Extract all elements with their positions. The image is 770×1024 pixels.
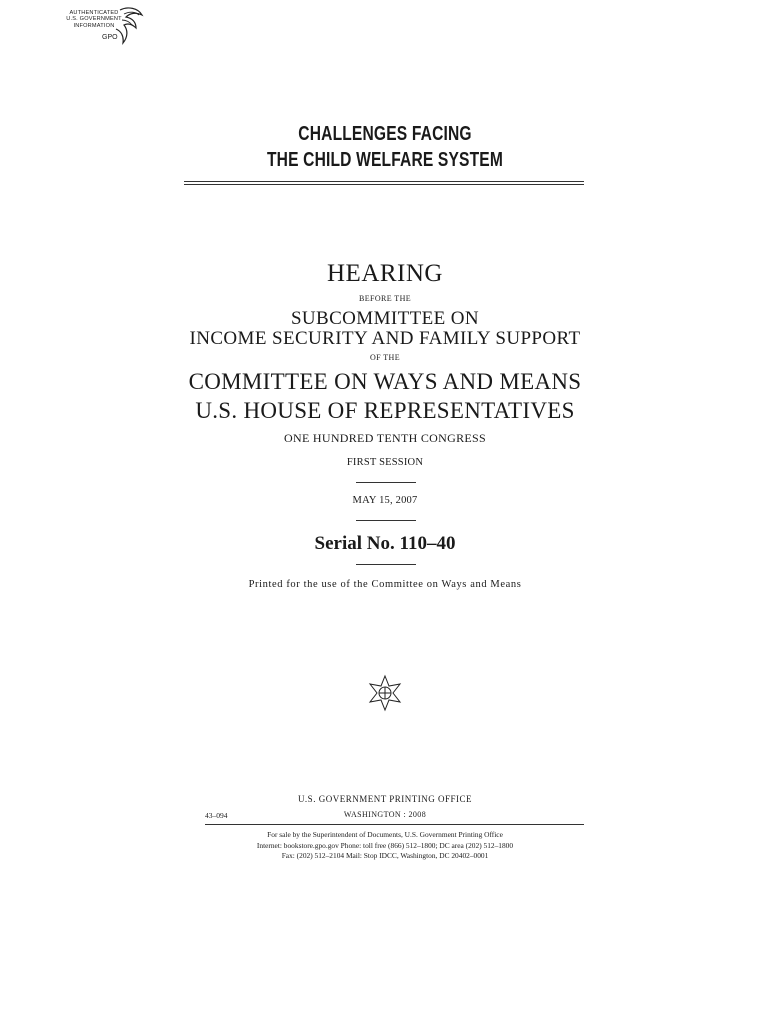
- title-line-2: THE CHILD WELFARE SYSTEM: [266, 149, 504, 171]
- session-label: FIRST SESSION: [346, 457, 424, 468]
- sale-line-2: Internet: bookstore.gpo.gov Phone: toll free (866) 512–1800; DC area (202) 512–1800: [256, 840, 514, 850]
- congress-label: ONE HUNDRED TENTH CONGRESS: [284, 431, 486, 445]
- eagle-icon: [62, 6, 146, 48]
- of-the-label: OF THE: [369, 353, 401, 362]
- authenticated-badge: [62, 6, 146, 48]
- badge-line-2: U.S. GOVERNMENT: [66, 16, 122, 23]
- hearing-date: MAY 15, 2007: [352, 495, 418, 506]
- serial-rule: [356, 564, 416, 565]
- badge-line-1: AUTHENTICATED: [69, 10, 119, 16]
- date-rule-bottom: [356, 520, 416, 521]
- committee-name: COMMITTEE ON WAYS AND MEANS: [188, 369, 582, 394]
- serial-number: Serial No. 110–40: [314, 533, 456, 554]
- city-year: WASHINGTON : 2008: [343, 810, 427, 819]
- document-title: [0, 123, 770, 172]
- jacket-number: 43–094: [205, 811, 228, 820]
- badge-gpo-mark: GPO: [102, 34, 118, 41]
- before-the-label: BEFORE THE: [358, 294, 412, 303]
- title-rule-top: [184, 181, 584, 182]
- badge-line-3: INFORMATION: [73, 22, 115, 29]
- subcommittee-name: INCOME SECURITY AND FAMILY SUPPORT: [189, 328, 581, 349]
- printed-for-line: Printed for the use of the Committee on Ways and Means: [248, 579, 522, 590]
- hearing-heading: HEARING: [327, 260, 443, 287]
- printing-office: U.S. GOVERNMENT PRINTING OFFICE: [297, 794, 473, 804]
- date-rule-top: [356, 482, 416, 483]
- title-rule-bottom: [184, 184, 584, 185]
- subcommittee-on: SUBCOMMITTEE ON: [290, 308, 480, 329]
- house-name: U.S. HOUSE OF REPRESENTATIVES: [195, 398, 575, 423]
- sale-line-3: Fax: (202) 512–2104 Mail: Stop IDCC, Washington, DC 20402–0001: [281, 851, 489, 860]
- footer-rule: [205, 824, 584, 825]
- sale-line-1: For sale by the Superintendent of Documents, U.S. Government Printing Office: [267, 830, 503, 839]
- gpo-star-emblem-icon: [366, 674, 404, 712]
- sale-notice: [0, 830, 770, 862]
- title-line-1: CHALLENGES FACING: [298, 123, 472, 145]
